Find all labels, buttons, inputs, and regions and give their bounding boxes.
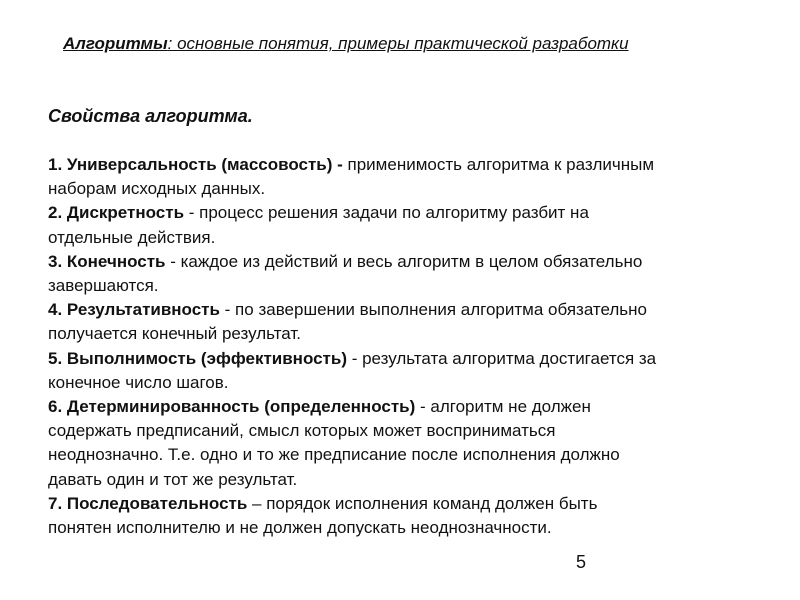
property-item xyxy=(48,201,783,249)
property-term: 7. Последовательность xyxy=(48,493,248,513)
property-term: 2. Дискретность xyxy=(48,203,185,223)
property-item xyxy=(48,347,783,395)
property-line xyxy=(48,250,783,274)
property-item xyxy=(48,395,783,492)
properties-list xyxy=(48,153,783,540)
property-line: наборам исходных данных. xyxy=(48,179,266,199)
property-line: давать один и тот же результат. xyxy=(48,469,298,489)
property-item xyxy=(48,492,783,540)
property-text: – порядок исполнения команд должен быть xyxy=(247,493,598,513)
property-term: 5. Выполнимость (эффективность) xyxy=(48,348,347,368)
property-line xyxy=(48,298,783,322)
property-line: отдельные действия. xyxy=(48,227,216,247)
property-line xyxy=(48,347,783,371)
section-title: Свойства алгоритма. xyxy=(48,106,253,126)
property-text: применимость алгоритма к различным xyxy=(347,155,655,174)
slide-header xyxy=(63,34,629,54)
property-text: - алгоритм не должен xyxy=(415,397,591,417)
property-term: 1. Универсальность (массовость) - xyxy=(48,155,348,174)
property-text: - процесс решения задачи по алгоритму разбит на xyxy=(184,203,589,223)
property-term: 3. Конечность xyxy=(48,251,166,271)
property-item xyxy=(48,153,783,201)
property-line xyxy=(48,395,783,419)
property-line: конечное число шагов. xyxy=(48,372,229,392)
property-text: - каждое из действий и весь алгоритм в целом обязательно xyxy=(165,251,643,271)
property-line xyxy=(48,492,783,516)
property-text: - по завершении выполнения алгоритма обязательно xyxy=(219,300,648,320)
property-line: неоднозначно. Т.е. одно и то же предписание после исполнения должно xyxy=(48,445,620,465)
header-rest-text: : основные понятия, примеры практической разработки xyxy=(167,34,629,53)
property-line: понятен исполнителю и не должен допускать неоднозначности. xyxy=(48,518,552,538)
property-text: - результата алгоритма достигается за xyxy=(347,348,657,368)
property-line xyxy=(48,153,783,177)
property-item xyxy=(48,250,783,298)
header-bold-text: Алгоритмы xyxy=(63,34,168,53)
page-number: 5 xyxy=(576,552,587,572)
property-term: 4. Результативность xyxy=(48,300,220,320)
property-line xyxy=(48,201,783,225)
property-line: получается конечный результат. xyxy=(48,324,301,344)
property-item xyxy=(48,298,783,346)
property-term: 6. Детерминированность (определенность) xyxy=(48,397,416,417)
property-line: содержать предписаний, смысл которых может восприниматься xyxy=(48,421,556,441)
property-line: завершаются. xyxy=(48,276,159,296)
